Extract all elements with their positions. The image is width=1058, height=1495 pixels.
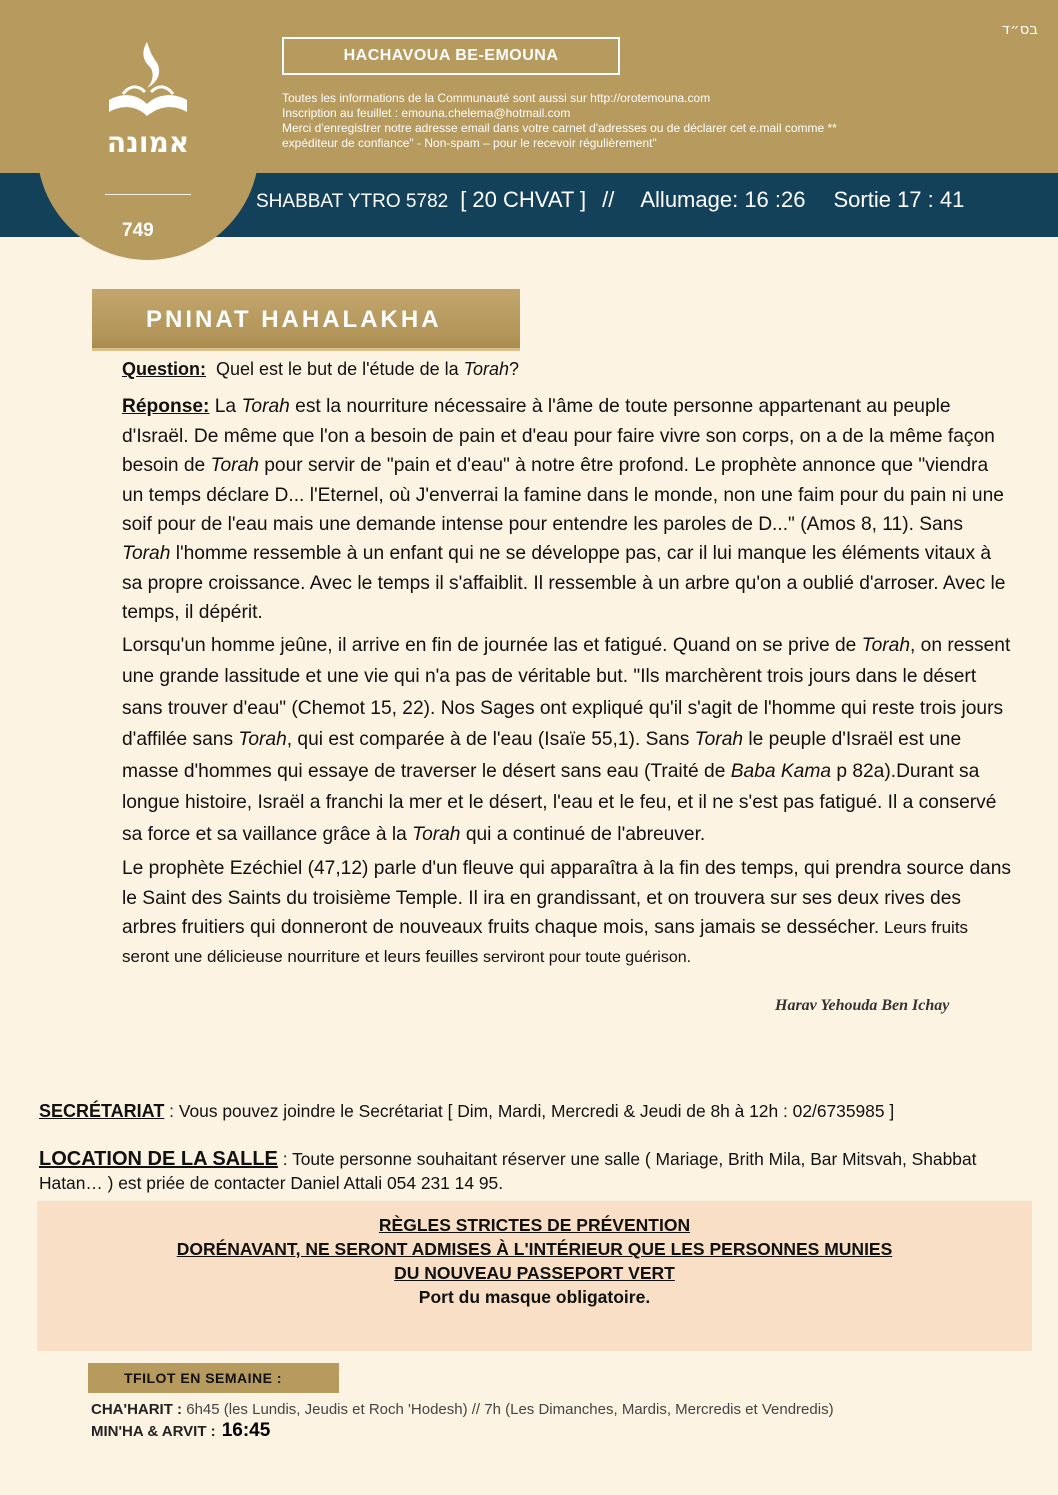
question: Question: Quel est le but de l'étude de la Torah? [122,359,520,379]
newsletter-title: HACHAVOUA BE-EMOUNA [282,37,620,75]
parasha-label: SHABBAT YTRO 5782 [256,191,449,212]
minha-times: MIN'HA & ARVIT : 16:45 [91,1420,271,1441]
logo-wordmark: אמונה [106,126,190,159]
allumage-time: Allumage: 16 :26 [640,187,806,212]
chaharit-times: CHA'HARIT : 6h45 (les Lundis, Jeudis et Roch 'Hodesh) // 7h (Les Dimanches, Mardis, Mercredis et Vendredis) [91,1401,834,1418]
header-info [282,91,932,151]
secretariat-notice: SECRÉTARIAT : Vous pouvez joindre le Secrétariat [ Dim, Mardi, Mercredi & Jeudi de 8h à 12h : 02/6735985 ] [39,1101,895,1121]
section-title: PNINAT HAHALAKHA [146,306,442,333]
emouna-logo-icon [103,40,193,160]
halakha-article [122,355,1012,973]
sortie-time: Sortie 17 : 41 [833,187,965,212]
article-paragraph: Le prophète Ezéchiel (47,12) parle d'un fleuve qui apparaîtra à la fin des temps, qui prendra source dans le Saint des Saints du troisième Temple. Il ira en grandissant, et on trouvera sur ses deux rives des arbres fruitiers qui donneront de nouveaux fruits chaque mois, sans jamais se dessécher. Leurs fruits seront une délicieuse nourriture et leurs feuilles serviront pour toute guérison. [122,858,1011,967]
answer-paragraph: Réponse: La Torah est la nourriture nécessaire à l'âme de toute personne appartenant au peuple d'Israël. De même que l'on a besoin de pain et d'eau pour faire vivre son corps, on a de la même façon besoin de Torah pour servir de "pain et d'eau" à notre être profond. Le prophète annonce que "viendra un temps déclare D... l'Eternel, où J'enverrai la famine dans le monde, non une faim pour du pain ni une soif pour de l'eau mais une demande intense pour entendre les paroles de D..." (Amos 8, 11). Sans Torah l'homme ressemble à un enfant qui ne se développe pas, car il lui manque les éléments vitaux à sa propre croissance. Avec le temps il s'affaiblit. Il ressemble à un arbre qu'on a oublié d'arroser. Avec le temps, il dépérit. [122,396,1006,624]
tfilot-title: TFILOT EN SEMAINE : [124,1370,283,1386]
hebrew-date: [ 20 CHVAT ] [460,187,587,212]
separator: // [602,187,615,212]
minha-time: 16:45 [221,1420,271,1441]
rules-line: DORÉNAVANT, NE SERONT ADMISES À L'INTÉRIEUR QUE LES PERSONNES MUNIES [176,1239,893,1259]
shabbat-times [256,187,964,213]
article-paragraph: Lorsqu'un homme jeûne, il arrive en fin de journée las et fatigué. Quand on se prive de Torah, on ressent une grande lassitude et une vie qui n'a pas de véritable but. "Ils marchèrent trois jours dans le désert sans trouver d'eau" (Chemot 15, 22). Nos Sages ont expliqué qu'il s'agit de l'homme qui reste trois jours d'affilée sans Torah, qui est comparée à de l'eau (Isaïe 55,1). Sans Torah le peuple d'Israël est une masse d'hommes qui essaye de traverser le désert sans eau (Traité de Baba Kama p 82a).Durant sa longue histoire, Israël a franchi la mer et le désert, l'eau et le feu, et il ne s'est pas fatigué. Il a conservé sa force et sa vaillance grâce à la Torah qui a continué de l'abreuver. [122,634,1011,845]
location-label: LOCATION DE LA SALLE [39,1148,278,1170]
bsd-mark: בס״ד [1001,20,1038,38]
logo-divider [105,194,191,195]
issue-number: 749 [122,220,154,241]
secretariat-label: SECRÉTARIAT [39,1101,165,1121]
mask-notice: Port du masque obligatoire. [418,1287,651,1307]
answer-label: Réponse: [122,396,210,418]
prevention-rules [37,1201,1032,1351]
rules-line: DU NOUVEAU PASSEPORT VERT [394,1263,675,1283]
location-notice: LOCATION DE LA SALLE : Toute personne souhaitant réserver une salle ( Mariage, Brith Mila, Bar Mitsvah, Shabbat Hatan… ) est priée de contacter Daniel Attali 054 231 14 95. [39,1148,977,1193]
rules-heading: RÈGLES STRICTES DE PRÉVENTION [378,1215,691,1235]
info-line: expéditeur de confiance" - Non-spam – pour le recevoir régulièrement" [282,136,657,150]
question-label: Question: [122,359,206,379]
info-line: Inscription au feuillet : emouna.chelema@hotmail.com [282,106,571,120]
author-signature: Harav Yehouda Ben Ichay [775,997,950,1014]
info-line: Merci d'enregistrer notre adresse email dans votre carnet d'adresses ou de déclarer cet e.mail comme ** [282,121,837,135]
info-line: Toutes les informations de la Communauté sont aussi sur http://orotemouna.com [282,91,711,105]
